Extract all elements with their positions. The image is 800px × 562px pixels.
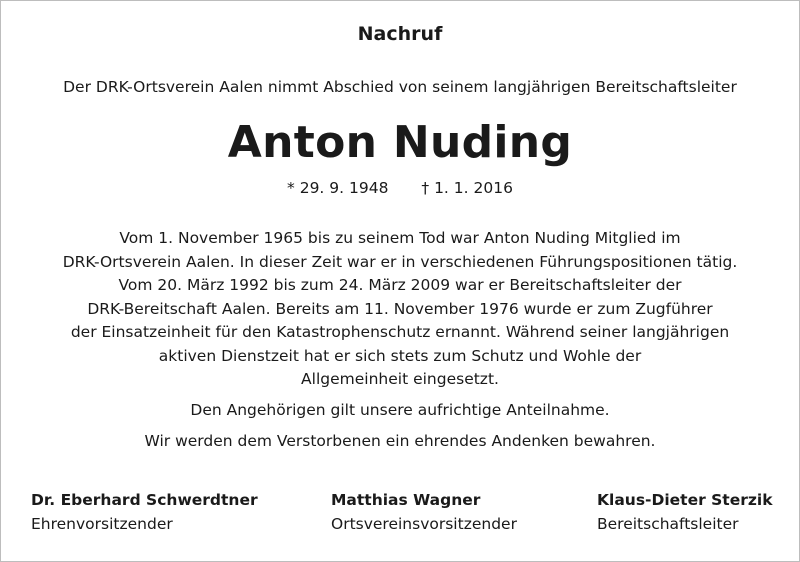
- biography-line: DRK-Bereitschaft Aalen. Bereits am 11. November 1976 wurde er zum Zugführer: [87, 299, 713, 318]
- signer-role: Ehrenvorsitzender: [31, 515, 173, 533]
- memory-text: Wir werden dem Verstorbenen ein ehrendes Andenken bewahren.: [144, 432, 656, 450]
- birth-date: * 29. 9. 1948: [287, 179, 389, 197]
- biography-line: der Einsatzeinheit für den Katastrophenschutz ernannt. Während seiner langjährigen: [70, 323, 730, 341]
- condolence-text: Den Angehörigen gilt unsere aufrichtige Anteilnahme.: [190, 401, 610, 419]
- intro-text: Der DRK-Ortsverein Aalen nimmt Abschied von seinem langjährigen Bereitschaftsleiter: [63, 78, 737, 96]
- biography-line: aktiven Dienstzeit hat er sich stets zum Schutz und Wohle der: [158, 346, 642, 365]
- biography-text: [1, 227, 799, 392]
- biography-line: Vom 1. November 1965 bis zu seinem Tod war Anton Nuding Mitglied im: [119, 229, 681, 247]
- signer-name: Klaus-Dieter Sterzik: [597, 491, 773, 509]
- signer-block: [597, 488, 773, 536]
- biography-line: DRK-Ortsverein Aalen. In dieser Zeit war er in verschiedenen Führungspositionen tätig.: [62, 252, 738, 271]
- signer-name: Dr. Eberhard Schwerdtner: [31, 491, 258, 509]
- life-dates: [1, 179, 799, 197]
- deceased-name: Anton Nuding: [227, 117, 573, 168]
- notice-heading: Nachruf: [357, 23, 443, 45]
- signer-block: [331, 488, 517, 536]
- biography-line: Vom 20. März 1992 bis zum 24. März 2009 war er Bereitschaftsleiter der: [118, 276, 682, 294]
- signer-block: [31, 488, 258, 536]
- death-date: † 1. 1. 2016: [421, 179, 513, 197]
- signer-role: Bereitschaftsleiter: [597, 515, 739, 533]
- biography-line: Allgemeinheit eingesetzt.: [301, 370, 499, 388]
- signer-role: Ortsvereinsvorsitzender: [331, 515, 517, 533]
- signer-name: Matthias Wagner: [331, 491, 481, 509]
